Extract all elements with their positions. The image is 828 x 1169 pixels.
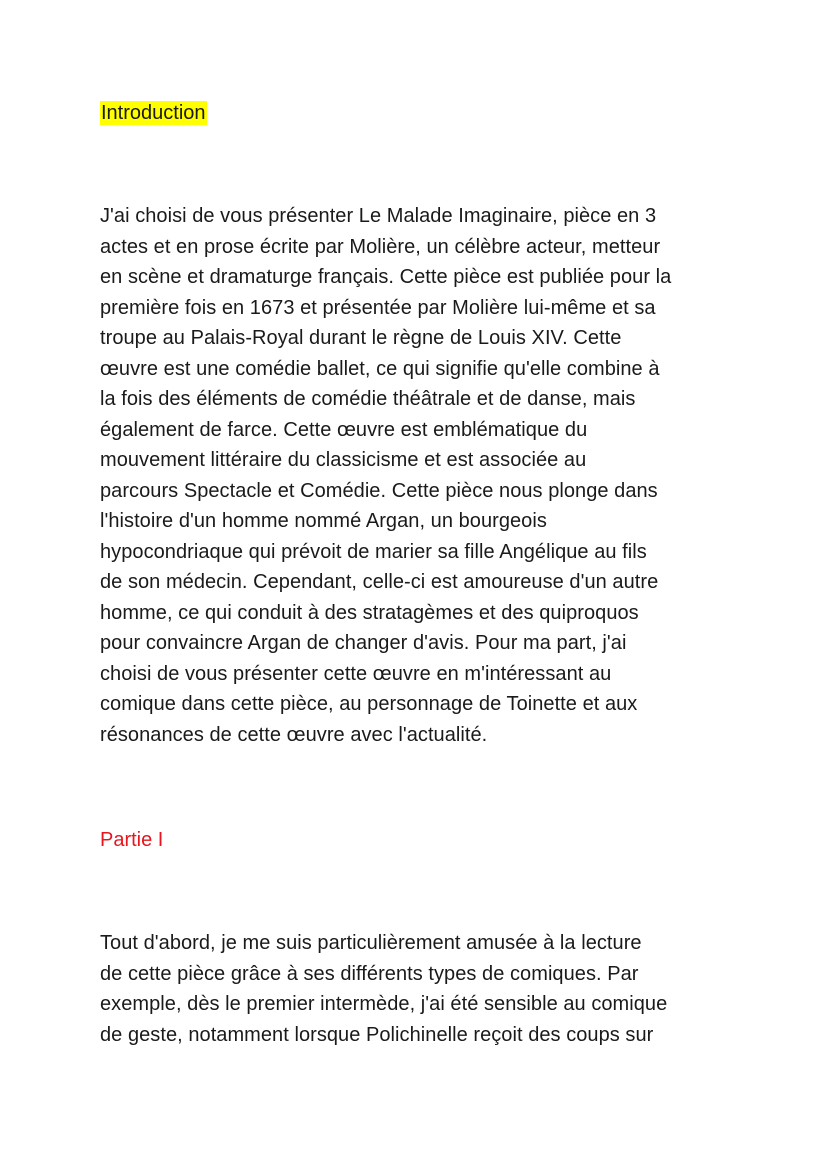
paragraph-line: troupe au Palais-Royal durant le règne de Louis XIV. Cette [100, 327, 622, 349]
paragraph-line: de geste, notamment lorsque Polichinelle reçoit des coups sur [100, 1023, 654, 1046]
paragraph-line: en scène et dramaturge français. Cette pièce est publiée pour la [100, 266, 672, 288]
introduction-paragraph [100, 201, 740, 750]
paragraph-line: œuvre est une comédie ballet, ce qui signifie qu'elle combine à [100, 357, 660, 380]
partie-1-paragraph [100, 928, 740, 1050]
partie-1-heading: Partie I [100, 829, 164, 851]
paragraph-line: résonances de cette œuvre avec l'actualité. [100, 723, 488, 746]
paragraph-line: exemple, dès le premier intermède, j'ai été sensible au comique [100, 993, 668, 1015]
paragraph-line: mouvement littéraire du classicisme et est associée au [100, 449, 587, 471]
paragraph-line: pour convaincre Argan de changer d'avis. Pour ma part, j'ai [100, 632, 627, 654]
paragraph-line: l'histoire d'un homme nommé Argan, un bourgeois [100, 510, 547, 532]
paragraph-line: de cette pièce grâce à ses différents types de comiques. Par [100, 962, 639, 985]
paragraph-line: première fois en 1673 et présentée par Molière lui-même et sa [100, 296, 656, 319]
paragraph-line: de son médecin. Cependant, celle-ci est amoureuse d'un autre [100, 571, 659, 593]
paragraph-line: actes et en prose écrite par Molière, un célèbre acteur, metteur [100, 235, 661, 258]
introduction-heading-text: Introduction [101, 102, 206, 124]
introduction-heading [100, 98, 207, 128]
paragraph-line: également de farce. Cette œuvre est emblématique du [100, 418, 588, 441]
paragraph-line: la fois des éléments de comédie théâtrale et de danse, mais [100, 388, 636, 410]
paragraph-line: hypocondriaque qui prévoit de marier sa fille Angélique au fils [100, 540, 647, 563]
paragraph-line: Tout d'abord, je me suis particulièrement amusée à la lecture [100, 932, 642, 954]
paragraph-line: parcours Spectacle et Comédie. Cette pièce nous plonge dans [100, 479, 658, 502]
paragraph-line: homme, ce qui conduit à des stratagèmes et des quiproquos [100, 601, 639, 624]
paragraph-line: comique dans cette pièce, au personnage de Toinette et aux [100, 693, 638, 715]
paragraph-line: choisi de vous présenter cette œuvre en m'intéressant au [100, 662, 612, 685]
paragraph-line: J'ai choisi de vous présenter Le Malade Imaginaire, pièce en 3 [100, 205, 657, 227]
